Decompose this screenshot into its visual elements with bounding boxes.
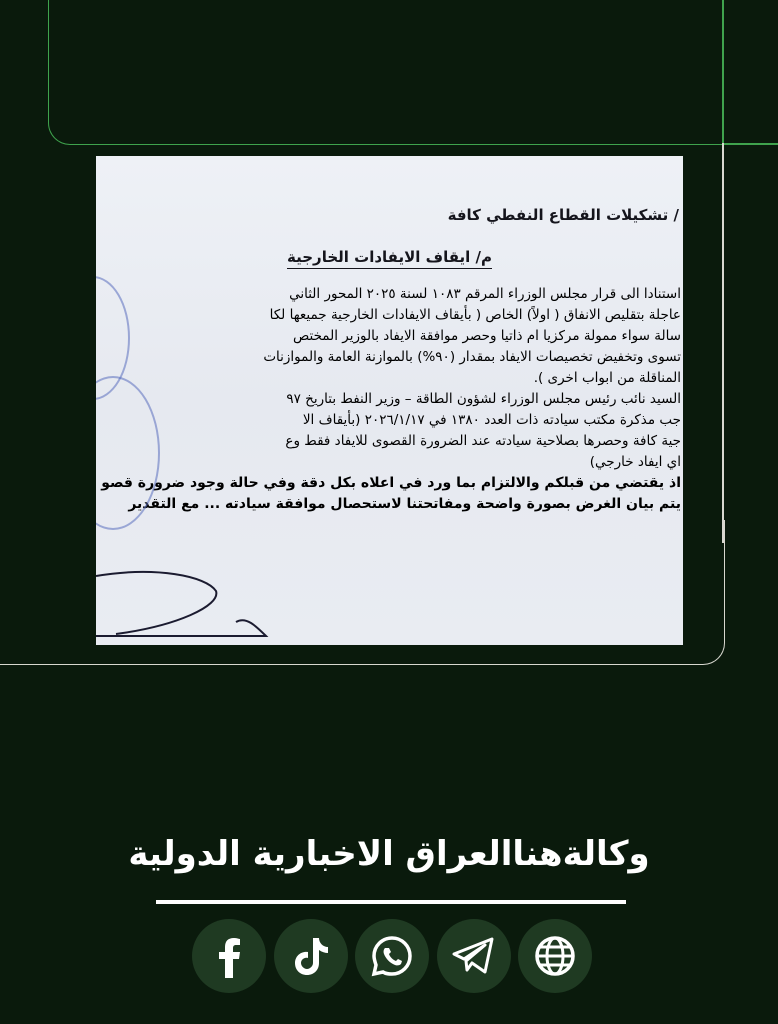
telegram-button[interactable] bbox=[437, 919, 511, 993]
document-line: جية كافة وحصرها بصلاحية سيادته عند الضرورة القصوى للايفاد فقط وع bbox=[285, 433, 681, 449]
globe-icon bbox=[533, 934, 577, 978]
document-line: المناقلة من ابواب اخرى ). bbox=[533, 370, 681, 386]
document-photo bbox=[96, 156, 683, 645]
telegram-icon bbox=[452, 936, 496, 976]
document-line: السيد نائب رئيس مجلس الوزراء لشؤون الطاقة – وزير النفط بتاريخ ٩٧ bbox=[286, 391, 681, 407]
brand-divider bbox=[156, 900, 626, 904]
whatsapp-button[interactable] bbox=[355, 919, 429, 993]
decorative-frame-top bbox=[48, 0, 725, 145]
social-links bbox=[192, 918, 592, 994]
website-button[interactable] bbox=[518, 919, 592, 993]
signature-scribble bbox=[96, 556, 356, 645]
document-line: سالة سواء ممولة مركزيا ام ذاتيا وحصر موافقة الايفاد بالوزير المختص bbox=[292, 328, 681, 344]
document-subject bbox=[96, 248, 683, 266]
facebook-button[interactable] bbox=[192, 919, 266, 993]
document-line: جب مذكرة مكتب سيادته ذات العدد ١٣٨٠ في ٢٠٢٦/١/١٧ (بأيقاف الا bbox=[302, 412, 681, 428]
document-subject-text: م/ ايقاف الايفادات الخارجية bbox=[287, 248, 492, 269]
document-line: يتم بيان الغرض بصورة واضحة ومفاتحتنا لاستحصال موافقة سيادته ... مع التقدير bbox=[128, 496, 681, 512]
document-line: استنادا الى قرار مجلس الوزراء المرقم ١٠٨٣ لسنة ٢٠٢٥ المحور الثاني bbox=[289, 286, 681, 302]
facebook-icon bbox=[211, 934, 247, 978]
decorative-frame-extension bbox=[724, 143, 778, 145]
document-body bbox=[96, 284, 681, 515]
document-line: عاجلة بتقليص الانفاق ( اولاً) الخاص ( بأيقاف الايفادات الخارجية جميعها لكا bbox=[269, 307, 681, 323]
document-line: اي ايفاد خارجي) bbox=[589, 454, 681, 470]
tiktok-button[interactable] bbox=[274, 919, 348, 993]
document-addressee: / تشكيلات القطاع النفطي كافة bbox=[447, 206, 679, 224]
decorative-frame-right-lower bbox=[722, 143, 724, 543]
decorative-frame-right bbox=[722, 0, 724, 143]
document-line: اذ يقتضي من قبلكم والالتزام بما ورد في اعلاه بكل دقة وفي حالة وجود ضرورة قصو bbox=[101, 475, 681, 491]
tiktok-icon bbox=[293, 936, 329, 976]
document-line: تسوى وتخفيض تخصيصات الايفاد بمقدار (٩٠%) بالموازنة العامة والموازنات bbox=[263, 349, 681, 365]
agency-name: وكالةهناالعراق الاخبارية الدولية bbox=[128, 834, 650, 874]
whatsapp-icon bbox=[370, 934, 414, 978]
